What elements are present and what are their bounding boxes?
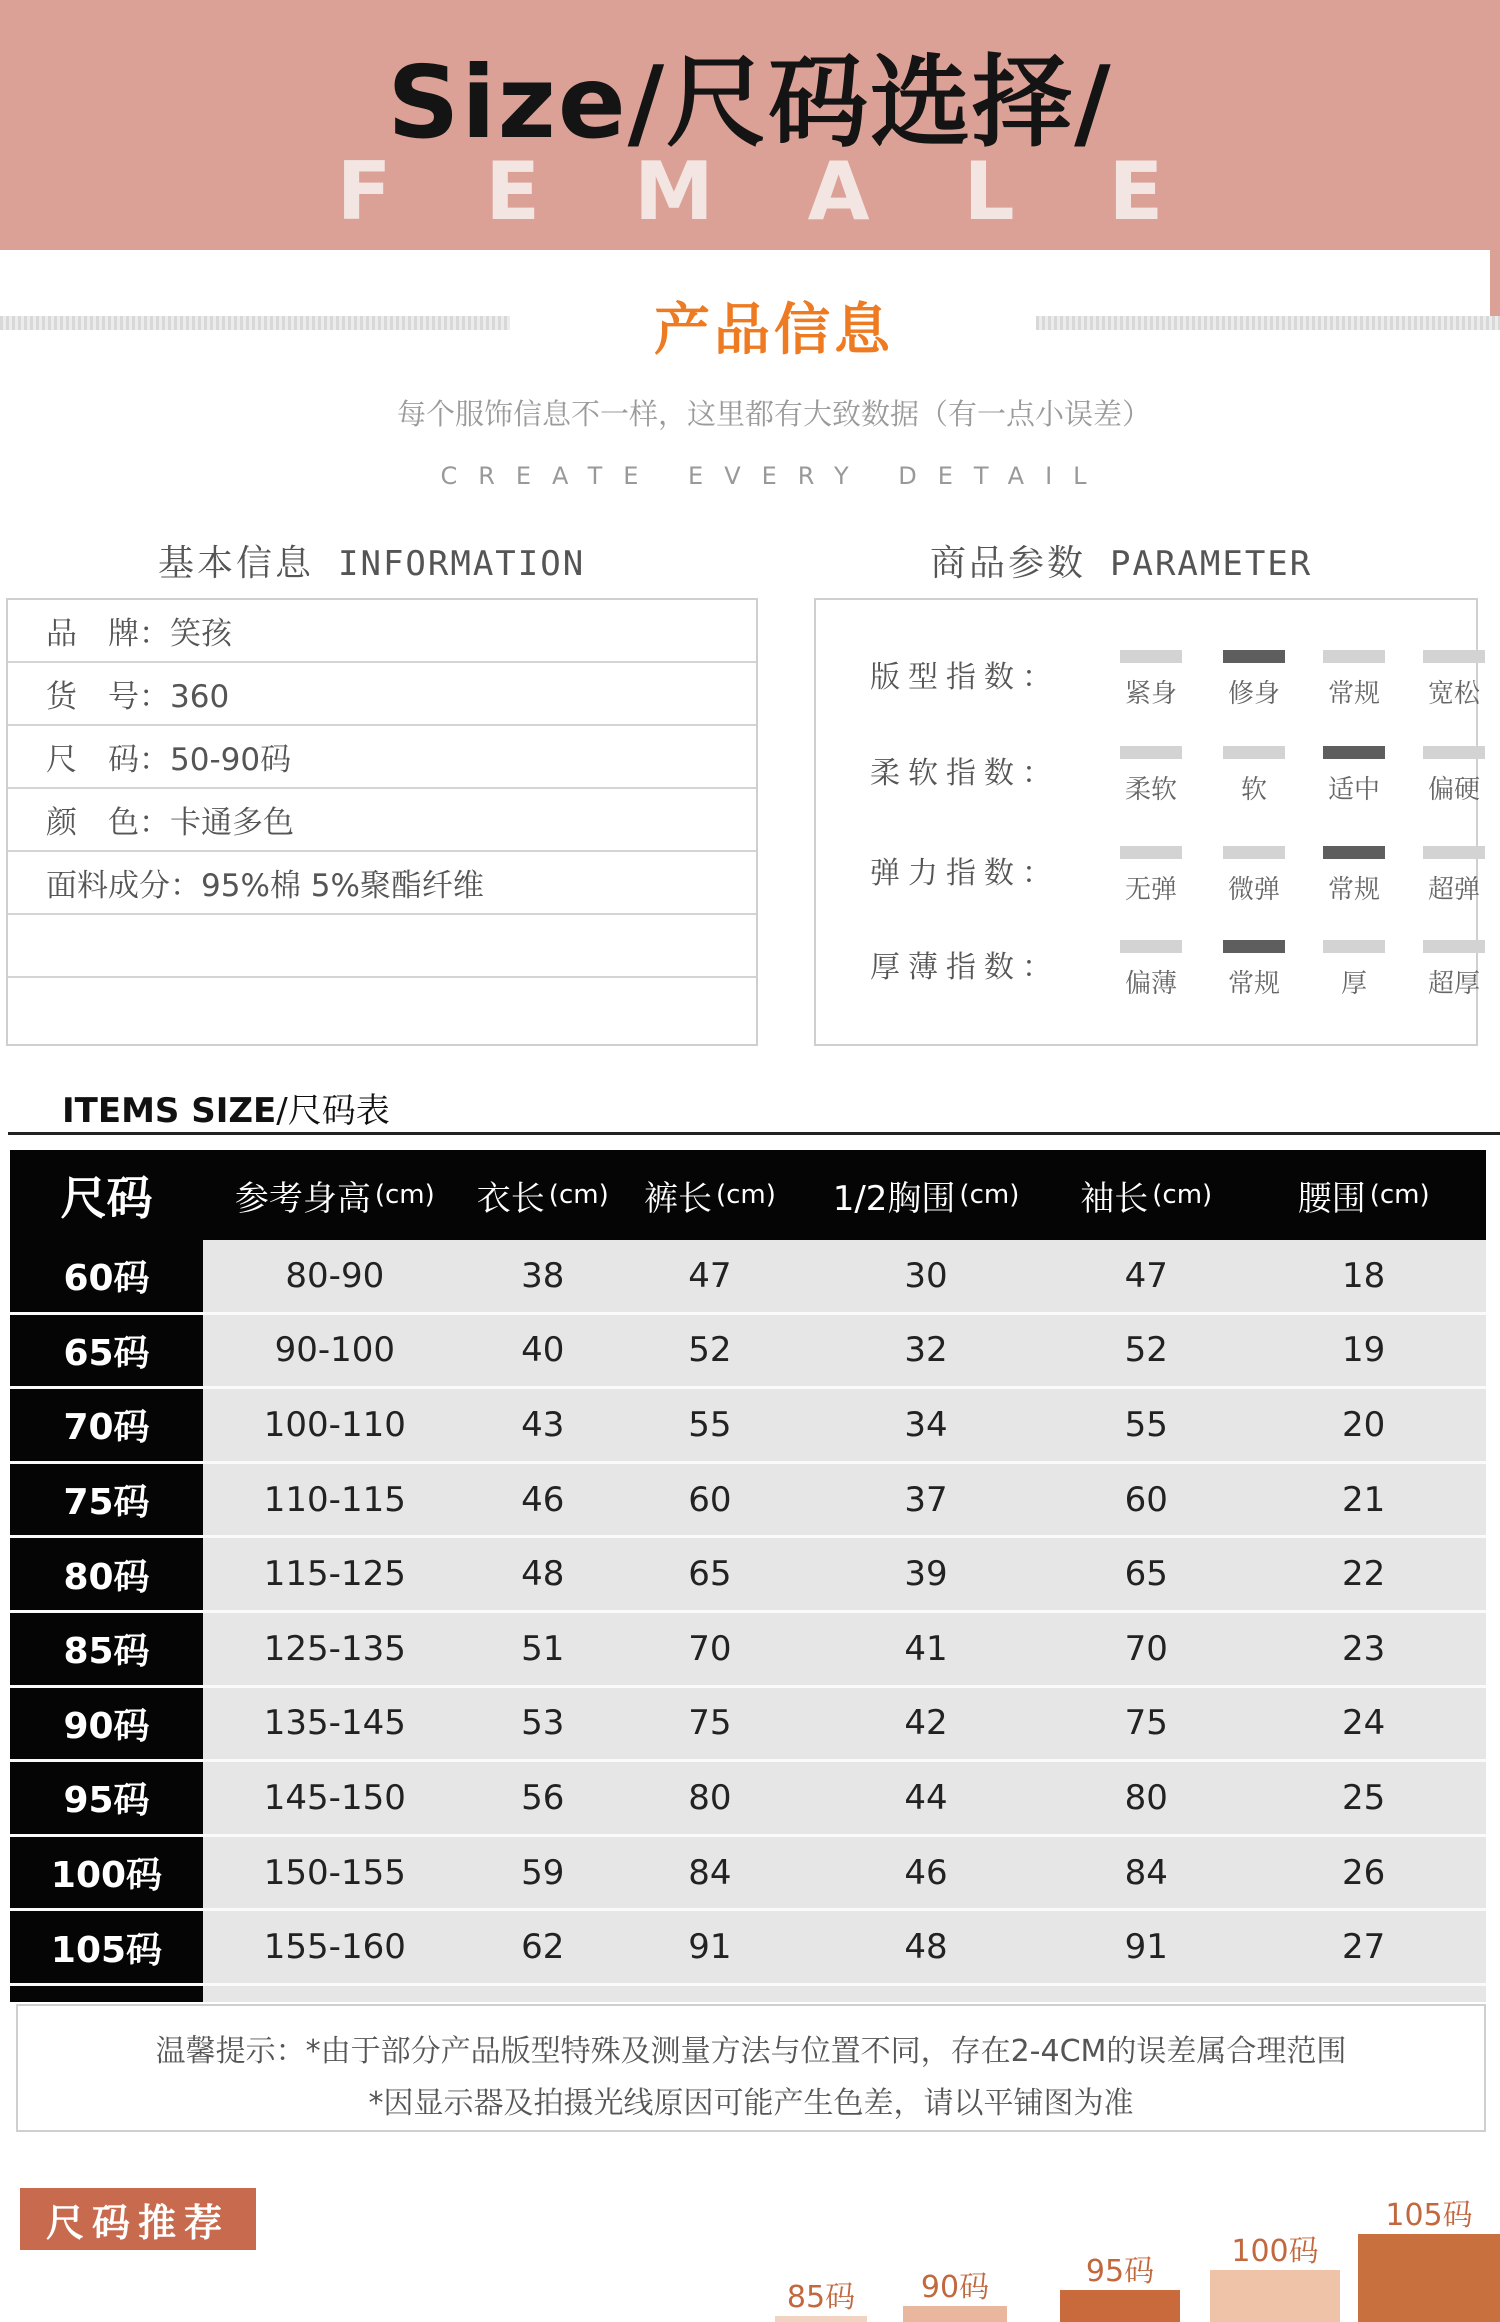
table-row (10, 1688, 1486, 1763)
table-row (10, 1538, 1486, 1613)
size-value-cell: 18 (1342, 1255, 1386, 1296)
parameter-option-label: 常规 (1227, 969, 1280, 999)
table-row (10, 1837, 1486, 1912)
parameter-bar (1120, 746, 1182, 759)
size-table-header-cell (619, 1150, 801, 1240)
parameter-bar (1323, 940, 1385, 953)
size-value-cell: 75 (1124, 1703, 1168, 1744)
size-label-cell: 90码 (10, 1688, 203, 1760)
parameter-bar (1120, 650, 1182, 663)
size-column-strip (10, 1986, 203, 2002)
basic-info-heading-en: INFORMATION (338, 544, 586, 584)
parameter-bar (1423, 940, 1485, 953)
size-table-title-cn: /尺码表 (276, 1091, 390, 1131)
parameter-option (1214, 846, 1294, 906)
size-value-cell: 75 (688, 1703, 732, 1744)
basic-info-heading-cn: 基本信息 (158, 543, 315, 584)
size-value-cell: 37 (904, 1479, 948, 1520)
parameter-bar (1423, 846, 1485, 859)
size-value-cell: 41 (904, 1628, 948, 1669)
info-row-fabric: 面料成分：95%棉 5%聚酯纤维 (8, 852, 756, 915)
recommend-bar-label: 95码 (1085, 2254, 1155, 2289)
parameter-option-label: 紧身 (1124, 679, 1177, 709)
size-value-cell: 155-160 (263, 1927, 406, 1968)
parameter-row (816, 746, 1480, 836)
size-value-cell: 39 (904, 1554, 948, 1595)
parameter-option-label: 微弹 (1227, 875, 1280, 905)
recommend-bar-label: 100码 (1231, 2234, 1319, 2269)
parameter-option-label: 厚 (1340, 969, 1367, 999)
size-value-cell: 84 (688, 1852, 732, 1893)
size-table-header-label: 参考身高 (234, 1178, 371, 1219)
size-value-cell: 24 (1342, 1703, 1386, 1744)
size-table-header-unit: (cm) (715, 1180, 776, 1210)
parameter-bar (1223, 746, 1285, 759)
size-note-box (16, 2004, 1486, 2132)
size-table-header-unit: (cm) (548, 1180, 609, 1210)
page-title: Size/尺码选择/ (387, 44, 1113, 161)
parameter-option (1111, 650, 1191, 710)
parameter-option (1314, 650, 1394, 710)
size-value-cell: 145-150 (263, 1777, 406, 1818)
size-label-cell: 100码 (10, 1837, 203, 1909)
parameter-option (1314, 940, 1394, 1000)
size-table-header-cell (10, 1150, 203, 1240)
size-value-cell: 70 (1124, 1628, 1168, 1669)
size-value-cell: 55 (688, 1404, 732, 1445)
size-table-header-unit: (cm) (1152, 1180, 1213, 1210)
size-value-cell: 91 (1124, 1927, 1168, 1968)
parameter-option (1214, 940, 1294, 1000)
size-value-cell: 91 (688, 1927, 732, 1968)
size-value-cell: 80 (688, 1777, 732, 1818)
size-table-header-label: 裤长 (643, 1178, 712, 1219)
info-row-size: 尺 码：50-90码 (8, 726, 756, 789)
parameter-option-label: 修身 (1227, 679, 1280, 709)
table-row (10, 1389, 1486, 1464)
parameter-option-label: 宽松 (1427, 679, 1480, 709)
size-value-cell: 80-90 (285, 1255, 385, 1296)
size-value-cell: 27 (1342, 1927, 1386, 1968)
table-row (10, 1762, 1486, 1837)
parameter-option-label: 偏硬 (1427, 775, 1480, 805)
parameter-option-label: 软 (1240, 775, 1267, 805)
size-value-cell: 60 (688, 1479, 732, 1520)
size-table-header-unit: (cm) (374, 1180, 435, 1210)
parameter-row (816, 940, 1480, 1030)
size-table-header-label: 腰围 (1297, 1178, 1366, 1219)
size-value-cell: 19 (1342, 1330, 1386, 1371)
parameter-label: 弹力指数： (870, 856, 1060, 891)
parameter-row (816, 650, 1480, 740)
size-table-header-cell (467, 1150, 619, 1240)
parameter-label: 厚薄指数： (870, 950, 1060, 985)
parameter-option (1314, 746, 1394, 806)
parameter-bar-selected (1223, 650, 1285, 663)
parameter-option (1111, 940, 1191, 1000)
size-table-header-cell (1051, 1150, 1241, 1240)
size-value-cell: 25 (1342, 1777, 1386, 1818)
parameter-option (1314, 846, 1394, 906)
size-label-cell: 70码 (10, 1389, 203, 1461)
parameter-option (1111, 846, 1191, 906)
size-value-cell: 47 (688, 1255, 732, 1296)
size-table-rule (8, 1132, 1500, 1135)
size-label-cell: 80码 (10, 1538, 203, 1610)
size-label-cell: 60码 (10, 1240, 203, 1312)
size-value-cell: 52 (688, 1330, 732, 1371)
size-table-header-label: 尺码 (60, 1171, 153, 1225)
table-row (10, 1464, 1486, 1539)
size-value-cell: 46 (521, 1479, 565, 1520)
size-value-cell: 46 (904, 1852, 948, 1893)
size-value-cell: 125-135 (263, 1628, 406, 1669)
parameter-label: 柔软指数： (870, 756, 1060, 791)
size-value-cell: 59 (521, 1852, 565, 1893)
parameter-bar (1323, 650, 1385, 663)
parameter-label: 版型指数： (870, 660, 1060, 695)
size-value-cell: 52 (1124, 1330, 1168, 1371)
recommend-bar-label: 105码 (1385, 2198, 1473, 2233)
size-value-cell: 20 (1342, 1404, 1386, 1445)
basic-info-heading (158, 535, 585, 586)
size-table-header-cell (1241, 1150, 1486, 1240)
parameter-row (816, 846, 1480, 936)
recommend-bar (775, 2316, 867, 2322)
parameter-option (1111, 746, 1191, 806)
parameter-option-label: 超厚 (1427, 969, 1480, 999)
parameter-option (1214, 746, 1294, 806)
recommend-bar (903, 2306, 1007, 2322)
parameter-bar (1120, 846, 1182, 859)
parameter-option (1414, 650, 1494, 710)
size-table-header (10, 1150, 1486, 1240)
size-value-cell: 115-125 (263, 1554, 406, 1595)
parameter-heading-en: PARAMETER (1110, 544, 1313, 584)
size-label-cell: 105码 (10, 1911, 203, 1983)
product-info-tagline: CREATE EVERY DETAIL (440, 462, 1108, 490)
parameter-option (1414, 746, 1494, 806)
parameter-option-label: 偏薄 (1124, 969, 1177, 999)
parameter-heading-cn: 商品参数 (930, 543, 1087, 584)
parameter-box (814, 598, 1478, 1046)
page-subtitle: FEMALE (336, 145, 1258, 238)
product-info-description: 每个服饰信息不一样，这里都有大致数据（有一点小误差） (396, 397, 1151, 431)
table-row (10, 1240, 1486, 1315)
recommend-bar-label: 85码 (786, 2280, 856, 2315)
size-note-1: 温馨提示：*由于部分产品版型特殊及测量方法与位置不同，存在2-4CM的误差属合理范围 (155, 2034, 1347, 2069)
size-value-cell: 38 (521, 1255, 565, 1296)
parameter-bar (1120, 940, 1182, 953)
size-value-cell: 135-145 (263, 1703, 406, 1744)
size-table-header-label: 袖长 (1080, 1178, 1149, 1219)
info-row-empty (8, 978, 756, 1041)
size-table-title (62, 1083, 390, 1132)
size-value-cell: 22 (1342, 1554, 1386, 1595)
size-table (10, 1150, 1486, 2002)
size-label-cell: 75码 (10, 1464, 203, 1536)
parameter-option-label: 柔软 (1124, 775, 1177, 805)
table-row (10, 1315, 1486, 1390)
size-value-cell: 32 (904, 1330, 948, 1371)
size-table-header-label: 1/2胸围 (832, 1178, 956, 1219)
recommend-bar (1210, 2270, 1340, 2322)
size-table-header-unit: (cm) (1369, 1180, 1430, 1210)
size-value-cell: 51 (521, 1628, 565, 1669)
size-table-header-cell (801, 1150, 1051, 1240)
size-label-cell: 65码 (10, 1315, 203, 1387)
size-value-cell: 23 (1342, 1628, 1386, 1669)
size-value-cell: 30 (904, 1255, 948, 1296)
size-label-cell: 85码 (10, 1613, 203, 1685)
size-value-cell: 47 (1124, 1255, 1168, 1296)
parameter-bar (1223, 846, 1285, 859)
parameter-bar (1423, 650, 1485, 663)
info-row-brand: 品 牌：笑孩 (8, 600, 756, 663)
info-row-item-number: 货 号：360 (8, 663, 756, 726)
size-table-header-cell (203, 1150, 467, 1240)
recommend-bar-label: 90码 (920, 2270, 990, 2305)
parameter-option-label: 常规 (1327, 875, 1380, 905)
size-value-cell: 43 (521, 1404, 565, 1445)
size-value-cell: 42 (904, 1703, 948, 1744)
size-value-cell: 90-100 (274, 1330, 396, 1371)
size-value-cell: 65 (688, 1554, 732, 1595)
size-value-cell: 53 (521, 1703, 565, 1744)
size-value-cell: 60 (1124, 1479, 1168, 1520)
parameter-option-label: 适中 (1327, 775, 1380, 805)
parameter-option-label: 常规 (1327, 679, 1380, 709)
size-value-cell: 100-110 (263, 1404, 406, 1445)
size-recommend-tag: 尺码推荐 (20, 2188, 256, 2250)
parameter-bar (1423, 746, 1485, 759)
size-value-cell: 44 (904, 1777, 948, 1818)
size-value-cell: 48 (904, 1927, 948, 1968)
parameter-option (1414, 940, 1494, 1000)
parameter-bar-selected (1323, 846, 1385, 859)
table-row (10, 1613, 1486, 1688)
size-value-cell: 48 (521, 1554, 565, 1595)
info-row-color: 颜 色：卡通多色 (8, 789, 756, 852)
size-value-cell: 26 (1342, 1852, 1386, 1893)
size-value-cell: 62 (521, 1927, 565, 1968)
size-table-title-en: ITEMS SIZE (62, 1091, 277, 1131)
size-note-2: *因显示器及拍摄光线原因可能产生色差，请以平铺图为准 (368, 2086, 1134, 2121)
size-table-header-unit: (cm) (959, 1180, 1020, 1210)
size-value-cell: 84 (1124, 1852, 1168, 1893)
size-value-cell: 55 (1124, 1404, 1168, 1445)
size-value-cell: 80 (1124, 1777, 1168, 1818)
recommend-bar (1060, 2290, 1180, 2322)
table-row (10, 1911, 1486, 1986)
parameter-option-label: 超弹 (1427, 875, 1480, 905)
size-value-cell: 40 (521, 1330, 565, 1371)
size-value-cell: 56 (521, 1777, 565, 1818)
header-banner (0, 0, 1500, 250)
size-value-cell: 110-115 (263, 1479, 406, 1520)
basic-info-box (6, 598, 758, 1046)
parameter-option-label: 无弹 (1124, 875, 1177, 905)
parameter-heading (930, 535, 1312, 586)
parameter-bar-selected (1223, 940, 1285, 953)
size-label-cell: 95码 (10, 1762, 203, 1834)
size-value-cell: 34 (904, 1404, 948, 1445)
recommend-bar (1358, 2234, 1500, 2322)
parameter-option (1214, 650, 1294, 710)
product-info-title: 产品信息 (654, 298, 894, 363)
size-value-cell: 150-155 (263, 1852, 406, 1893)
size-table-header-label: 衣长 (476, 1178, 545, 1219)
size-value-cell: 65 (1124, 1554, 1168, 1595)
parameter-option (1414, 846, 1494, 906)
info-row-empty (8, 915, 756, 978)
size-value-cell: 70 (688, 1628, 732, 1669)
size-value-cell: 21 (1342, 1479, 1386, 1520)
parameter-bar-selected (1323, 746, 1385, 759)
